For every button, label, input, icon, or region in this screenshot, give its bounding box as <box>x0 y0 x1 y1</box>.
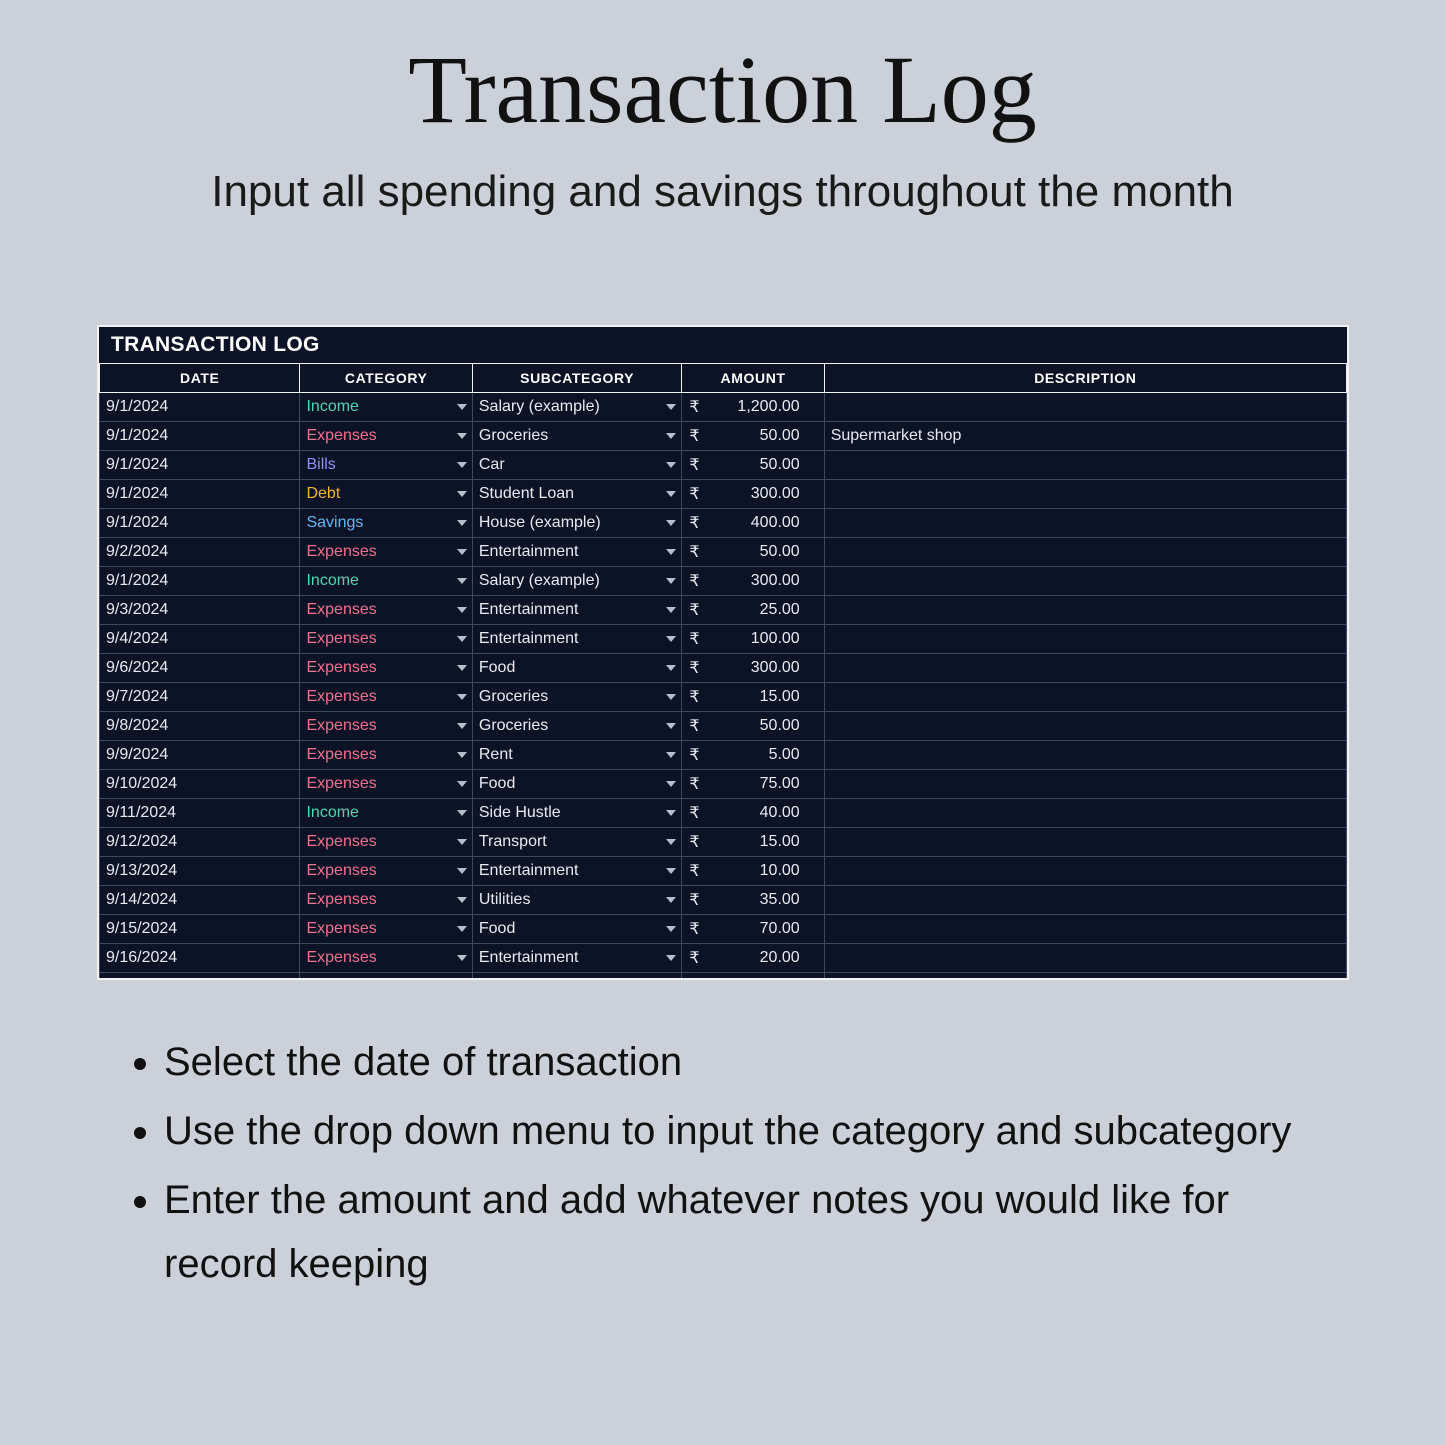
chevron-down-icon[interactable] <box>457 433 467 439</box>
chevron-down-icon[interactable] <box>666 781 676 787</box>
cell-description[interactable] <box>824 770 1346 799</box>
cell-description[interactable] <box>824 567 1346 596</box>
currency-symbol: ₹ <box>689 747 700 764</box>
cell-subcategory[interactable] <box>472 538 682 567</box>
amount-value: 70.00 <box>759 920 800 937</box>
cell-subcategory[interactable] <box>472 625 682 654</box>
cell-amount[interactable] <box>682 973 824 981</box>
cell-amount[interactable] <box>682 944 824 973</box>
category-value: Expenses <box>306 833 377 850</box>
currency-symbol: ₹ <box>689 631 700 648</box>
chevron-down-icon[interactable] <box>666 462 676 468</box>
table-row[interactable] <box>100 799 1347 828</box>
category-value: Expenses <box>306 891 377 908</box>
cell-subcategory[interactable] <box>472 886 682 915</box>
chevron-down-icon[interactable] <box>666 868 676 874</box>
chevron-down-icon[interactable] <box>457 752 467 758</box>
chevron-down-icon[interactable] <box>457 607 467 613</box>
cell-subcategory[interactable] <box>472 654 682 683</box>
subcategory-value: House (example) <box>478 514 601 531</box>
cell-category[interactable] <box>300 451 472 480</box>
chevron-down-icon[interactable] <box>457 868 467 874</box>
chevron-down-icon[interactable] <box>457 955 467 961</box>
cell-date[interactable]: 9/1/2024 <box>100 393 300 422</box>
cell-description[interactable] <box>824 509 1346 538</box>
cell-description[interactable] <box>824 712 1346 741</box>
currency-symbol: ₹ <box>689 805 700 822</box>
cell-description[interactable] <box>824 451 1346 480</box>
currency-symbol: ₹ <box>689 515 700 532</box>
category-value: Income <box>306 398 359 415</box>
table-row[interactable] <box>100 451 1347 480</box>
amount-value: 300.00 <box>750 572 800 589</box>
instructions-list <box>122 1030 1342 1301</box>
cell-description[interactable] <box>824 538 1346 567</box>
subcategory-value: Groceries <box>478 717 549 734</box>
cell-amount[interactable] <box>682 567 824 596</box>
table-row[interactable] <box>100 915 1347 944</box>
cell-category[interactable] <box>300 944 472 973</box>
cell-category[interactable] <box>300 480 472 509</box>
subcategory-value <box>479 978 515 980</box>
cell-amount[interactable] <box>682 683 824 712</box>
amount-value: 50.00 <box>759 543 800 560</box>
cell-subcategory[interactable] <box>472 451 682 480</box>
amount-value <box>760 978 800 980</box>
cell-amount[interactable] <box>682 596 824 625</box>
category-value: Expenses <box>306 920 377 937</box>
cell-description[interactable] <box>824 973 1346 981</box>
cell-date[interactable]: 9/1/2024 <box>100 480 300 509</box>
spreadsheet-title: TRANSACTION LOG <box>99 327 1347 363</box>
cell-subcategory[interactable] <box>472 683 682 712</box>
column-header-date: DATE <box>100 364 300 393</box>
table-row[interactable] <box>100 712 1347 741</box>
cell-category[interactable] <box>300 770 472 799</box>
cell-date[interactable]: 9/3/2024 <box>100 596 300 625</box>
chevron-down-icon[interactable] <box>666 491 676 497</box>
transaction-log-spreadsheet <box>97 325 1349 980</box>
cell-amount[interactable] <box>682 654 824 683</box>
instruction-item: • Select the date of transaction <box>164 1030 1342 1095</box>
cell-amount[interactable] <box>682 625 824 654</box>
subcategory-value: Student Loan <box>478 485 575 502</box>
amount-value: 20.00 <box>759 949 800 966</box>
chevron-down-icon[interactable] <box>457 462 467 468</box>
cell-amount[interactable] <box>682 422 824 451</box>
amount-value: 10.00 <box>759 862 800 879</box>
subcategory-value: Entertainment <box>478 862 579 879</box>
subcategory-value: Entertainment <box>478 543 579 560</box>
cell-subcategory[interactable] <box>472 567 682 596</box>
chevron-down-icon[interactable] <box>666 752 676 758</box>
chevron-down-icon[interactable] <box>457 694 467 700</box>
chevron-down-icon[interactable] <box>457 723 467 729</box>
amount-value: 300.00 <box>750 659 800 676</box>
cell-date[interactable]: 9/11/2024 <box>100 799 300 828</box>
currency-symbol: ₹ <box>689 689 700 706</box>
subcategory-value: Transport <box>478 833 547 850</box>
cell-amount[interactable] <box>682 770 824 799</box>
chevron-down-icon[interactable] <box>666 607 676 613</box>
table-row[interactable] <box>100 886 1347 915</box>
category-value: Expenses <box>306 949 377 966</box>
category-value: Expenses <box>306 427 377 444</box>
chevron-down-icon[interactable] <box>666 897 676 903</box>
cell-subcategory[interactable] <box>472 509 682 538</box>
cell-category[interactable] <box>300 741 472 770</box>
cell-description[interactable] <box>824 886 1346 915</box>
cell-amount[interactable] <box>682 886 824 915</box>
currency-symbol: ₹ <box>689 834 700 851</box>
subcategory-value: Entertainment <box>478 630 579 647</box>
cell-date[interactable]: 9/1/2024 <box>100 509 300 538</box>
category-value: Expenses <box>306 630 377 647</box>
subcategory-value: Groceries <box>478 427 549 444</box>
chevron-down-icon[interactable] <box>666 926 676 932</box>
table-row[interactable] <box>100 509 1347 538</box>
currency-symbol <box>689 977 699 980</box>
cell-date[interactable]: 9/8/2024 <box>100 712 300 741</box>
chevron-down-icon[interactable] <box>457 810 467 816</box>
currency-symbol: ₹ <box>689 950 700 967</box>
amount-value: 15.00 <box>759 833 800 850</box>
cell-category[interactable] <box>300 799 472 828</box>
currency-symbol: ₹ <box>689 660 700 677</box>
cell-amount[interactable] <box>682 712 824 741</box>
category-value: Expenses <box>306 775 377 792</box>
table-row[interactable] <box>100 741 1347 770</box>
cell-date[interactable]: 9/15/2024 <box>100 915 300 944</box>
currency-symbol: ₹ <box>689 602 700 619</box>
table-row[interactable] <box>100 944 1347 973</box>
table-row[interactable] <box>100 393 1347 422</box>
cell-date[interactable]: 9/4/2024 <box>100 625 300 654</box>
category-value: Income <box>306 804 359 821</box>
amount-value: 5.00 <box>768 746 800 763</box>
currency-symbol: ₹ <box>689 486 700 503</box>
cell-amount[interactable] <box>682 451 824 480</box>
currency-symbol: ₹ <box>689 863 700 880</box>
page-subtitle: Input all spending and savings throughout the month <box>211 167 1234 217</box>
cell-date[interactable] <box>100 973 300 981</box>
column-header-description: DESCRIPTION <box>824 364 1346 393</box>
amount-value: 50.00 <box>759 427 800 444</box>
cell-amount[interactable] <box>682 741 824 770</box>
chevron-down-icon[interactable] <box>457 578 467 584</box>
chevron-down-icon[interactable] <box>666 520 676 526</box>
chevron-down-icon[interactable] <box>457 897 467 903</box>
table-header-row <box>100 364 1347 393</box>
table-row[interactable] <box>100 683 1347 712</box>
subcategory-value: Salary (example) <box>478 398 600 415</box>
table-row[interactable] <box>100 857 1347 886</box>
subcategory-value: Entertainment <box>478 949 579 966</box>
instruction-item: • Enter the amount and add whatever notes you would like for record keeping <box>164 1168 1342 1298</box>
category-value: Expenses <box>306 746 377 763</box>
cell-category[interactable] <box>300 422 472 451</box>
currency-symbol: ₹ <box>689 544 700 561</box>
cell-description[interactable] <box>824 480 1346 509</box>
cell-description[interactable]: Supermarket shop <box>824 422 1346 451</box>
chevron-down-icon[interactable] <box>666 636 676 642</box>
chevron-down-icon[interactable] <box>457 839 467 845</box>
cell-subcategory[interactable] <box>472 944 682 973</box>
chevron-down-icon[interactable] <box>457 636 467 642</box>
chevron-down-icon[interactable] <box>457 549 467 555</box>
table-row[interactable] <box>100 538 1347 567</box>
cell-subcategory[interactable] <box>472 828 682 857</box>
cell-subcategory[interactable] <box>472 712 682 741</box>
cell-category[interactable] <box>300 683 472 712</box>
table-row[interactable] <box>100 770 1347 799</box>
chevron-down-icon[interactable] <box>666 404 676 410</box>
category-value: Bills <box>306 456 336 473</box>
cell-amount[interactable] <box>682 393 824 422</box>
cell-subcategory[interactable] <box>472 596 682 625</box>
cell-date[interactable]: 9/9/2024 <box>100 741 300 770</box>
cell-date[interactable]: 9/7/2024 <box>100 683 300 712</box>
cell-description[interactable] <box>824 393 1346 422</box>
column-header-subcategory: SUBCATEGORY <box>472 364 682 393</box>
cell-date[interactable]: 9/1/2024 <box>100 451 300 480</box>
currency-symbol: ₹ <box>689 892 700 909</box>
amount-value: 1,200.00 <box>737 398 800 415</box>
subcategory-value: Rent <box>478 746 513 763</box>
cell-date[interactable]: 9/16/2024 <box>100 944 300 973</box>
currency-symbol: ₹ <box>689 776 700 793</box>
cell-category[interactable] <box>300 712 472 741</box>
category-value: Expenses <box>306 601 377 618</box>
table-row[interactable] <box>100 654 1347 683</box>
cell-date[interactable]: 9/1/2024 <box>100 567 300 596</box>
table-row[interactable] <box>100 422 1347 451</box>
cell-amount[interactable] <box>682 509 824 538</box>
currency-symbol: ₹ <box>689 718 700 735</box>
cell-category[interactable] <box>300 538 472 567</box>
currency-symbol: ₹ <box>689 921 700 938</box>
chevron-down-icon[interactable] <box>666 578 676 584</box>
cell-subcategory[interactable] <box>472 973 682 981</box>
cell-subcategory[interactable] <box>472 422 682 451</box>
subcategory-value: Side Hustle <box>478 804 561 821</box>
chevron-down-icon[interactable] <box>666 723 676 729</box>
amount-value: 35.00 <box>759 891 800 908</box>
subcategory-value: Entertainment <box>478 601 579 618</box>
chevron-down-icon[interactable] <box>457 404 467 410</box>
cell-description[interactable] <box>824 857 1346 886</box>
cell-subcategory[interactable] <box>472 915 682 944</box>
chevron-down-icon[interactable] <box>457 665 467 671</box>
chevron-down-icon[interactable] <box>666 694 676 700</box>
category-value: Debt <box>306 485 341 502</box>
currency-symbol: ₹ <box>689 399 700 416</box>
cell-category[interactable] <box>300 625 472 654</box>
amount-value: 100.00 <box>750 630 800 647</box>
cell-description[interactable] <box>824 596 1346 625</box>
cell-category[interactable] <box>300 509 472 538</box>
category-value: Expenses <box>306 688 377 705</box>
cell-date[interactable]: 9/1/2024 <box>100 422 300 451</box>
cell-description[interactable] <box>824 799 1346 828</box>
cell-subcategory[interactable] <box>472 857 682 886</box>
amount-value: 400.00 <box>750 514 800 531</box>
cell-amount[interactable] <box>682 828 824 857</box>
category-value: Income <box>306 572 359 589</box>
amount-value: 25.00 <box>759 601 800 618</box>
currency-symbol: ₹ <box>689 428 700 445</box>
cell-amount[interactable] <box>682 538 824 567</box>
cell-subcategory[interactable] <box>472 393 682 422</box>
cell-subcategory[interactable] <box>472 770 682 799</box>
amount-value: 300.00 <box>750 485 800 502</box>
cell-date[interactable]: 9/12/2024 <box>100 828 300 857</box>
cell-category[interactable] <box>300 393 472 422</box>
subcategory-value: Groceries <box>478 688 549 705</box>
amount-value: 40.00 <box>759 804 800 821</box>
cell-category[interactable] <box>300 567 472 596</box>
cell-category[interactable] <box>300 915 472 944</box>
cell-category[interactable] <box>300 828 472 857</box>
cell-description[interactable] <box>824 944 1346 973</box>
amount-value: 50.00 <box>759 456 800 473</box>
amount-value: 50.00 <box>759 717 800 734</box>
subcategory-value: Salary (example) <box>478 572 600 589</box>
cell-amount[interactable] <box>682 915 824 944</box>
cell-date[interactable]: 9/14/2024 <box>100 886 300 915</box>
cell-date[interactable]: 9/10/2024 <box>100 770 300 799</box>
chevron-down-icon[interactable] <box>457 491 467 497</box>
cell-description[interactable] <box>824 915 1346 944</box>
category-value: Savings <box>306 514 364 531</box>
subcategory-value: Food <box>478 920 516 937</box>
chevron-down-icon[interactable] <box>666 839 676 845</box>
cell-subcategory[interactable] <box>472 741 682 770</box>
amount-value: 15.00 <box>759 688 800 705</box>
cell-amount[interactable] <box>682 480 824 509</box>
table-row[interactable] <box>100 596 1347 625</box>
chevron-down-icon[interactable] <box>457 781 467 787</box>
column-header-category: CATEGORY <box>300 364 472 393</box>
subcategory-value: Car <box>478 456 505 473</box>
cell-category[interactable] <box>300 857 472 886</box>
cell-date[interactable]: 9/2/2024 <box>100 538 300 567</box>
currency-symbol: ₹ <box>689 573 700 590</box>
cell-category[interactable] <box>300 654 472 683</box>
table-body <box>100 393 1347 981</box>
table-row[interactable] <box>100 973 1347 981</box>
chevron-down-icon[interactable] <box>666 810 676 816</box>
cell-description[interactable] <box>824 654 1346 683</box>
cell-description[interactable] <box>824 683 1346 712</box>
category-value <box>306 978 376 980</box>
instruction-item: • Use the drop down menu to input the category and subcategory <box>164 1099 1342 1164</box>
chevron-down-icon[interactable] <box>457 926 467 932</box>
cell-description[interactable] <box>824 625 1346 654</box>
category-value: Expenses <box>306 543 377 560</box>
table-row[interactable] <box>100 567 1347 596</box>
cell-category[interactable] <box>300 973 472 981</box>
page-title: Transaction Log <box>408 36 1037 143</box>
cell-date[interactable]: 9/6/2024 <box>100 654 300 683</box>
table-row[interactable] <box>100 480 1347 509</box>
subcategory-value: Food <box>478 775 516 792</box>
cell-subcategory[interactable] <box>472 799 682 828</box>
column-header-amount: AMOUNT <box>682 364 824 393</box>
chevron-down-icon[interactable] <box>666 665 676 671</box>
chevron-down-icon[interactable] <box>666 433 676 439</box>
currency-symbol: ₹ <box>689 457 700 474</box>
cell-amount[interactable] <box>682 799 824 828</box>
chevron-down-icon[interactable] <box>666 955 676 961</box>
cell-subcategory[interactable] <box>472 480 682 509</box>
subcategory-value: Utilities <box>478 891 531 908</box>
category-value: Expenses <box>306 862 377 879</box>
cell-category[interactable] <box>300 596 472 625</box>
table-row[interactable] <box>100 625 1347 654</box>
subcategory-value: Food <box>478 659 516 676</box>
cell-amount[interactable] <box>682 857 824 886</box>
table-row[interactable] <box>100 828 1347 857</box>
amount-value: 75.00 <box>759 775 800 792</box>
transaction-table <box>99 363 1347 980</box>
category-value: Expenses <box>306 717 377 734</box>
cell-category[interactable] <box>300 886 472 915</box>
chevron-down-icon[interactable] <box>666 549 676 555</box>
cell-date[interactable]: 9/13/2024 <box>100 857 300 886</box>
cell-description[interactable] <box>824 828 1346 857</box>
chevron-down-icon[interactable] <box>457 520 467 526</box>
category-value: Expenses <box>306 659 377 676</box>
cell-description[interactable] <box>824 741 1346 770</box>
